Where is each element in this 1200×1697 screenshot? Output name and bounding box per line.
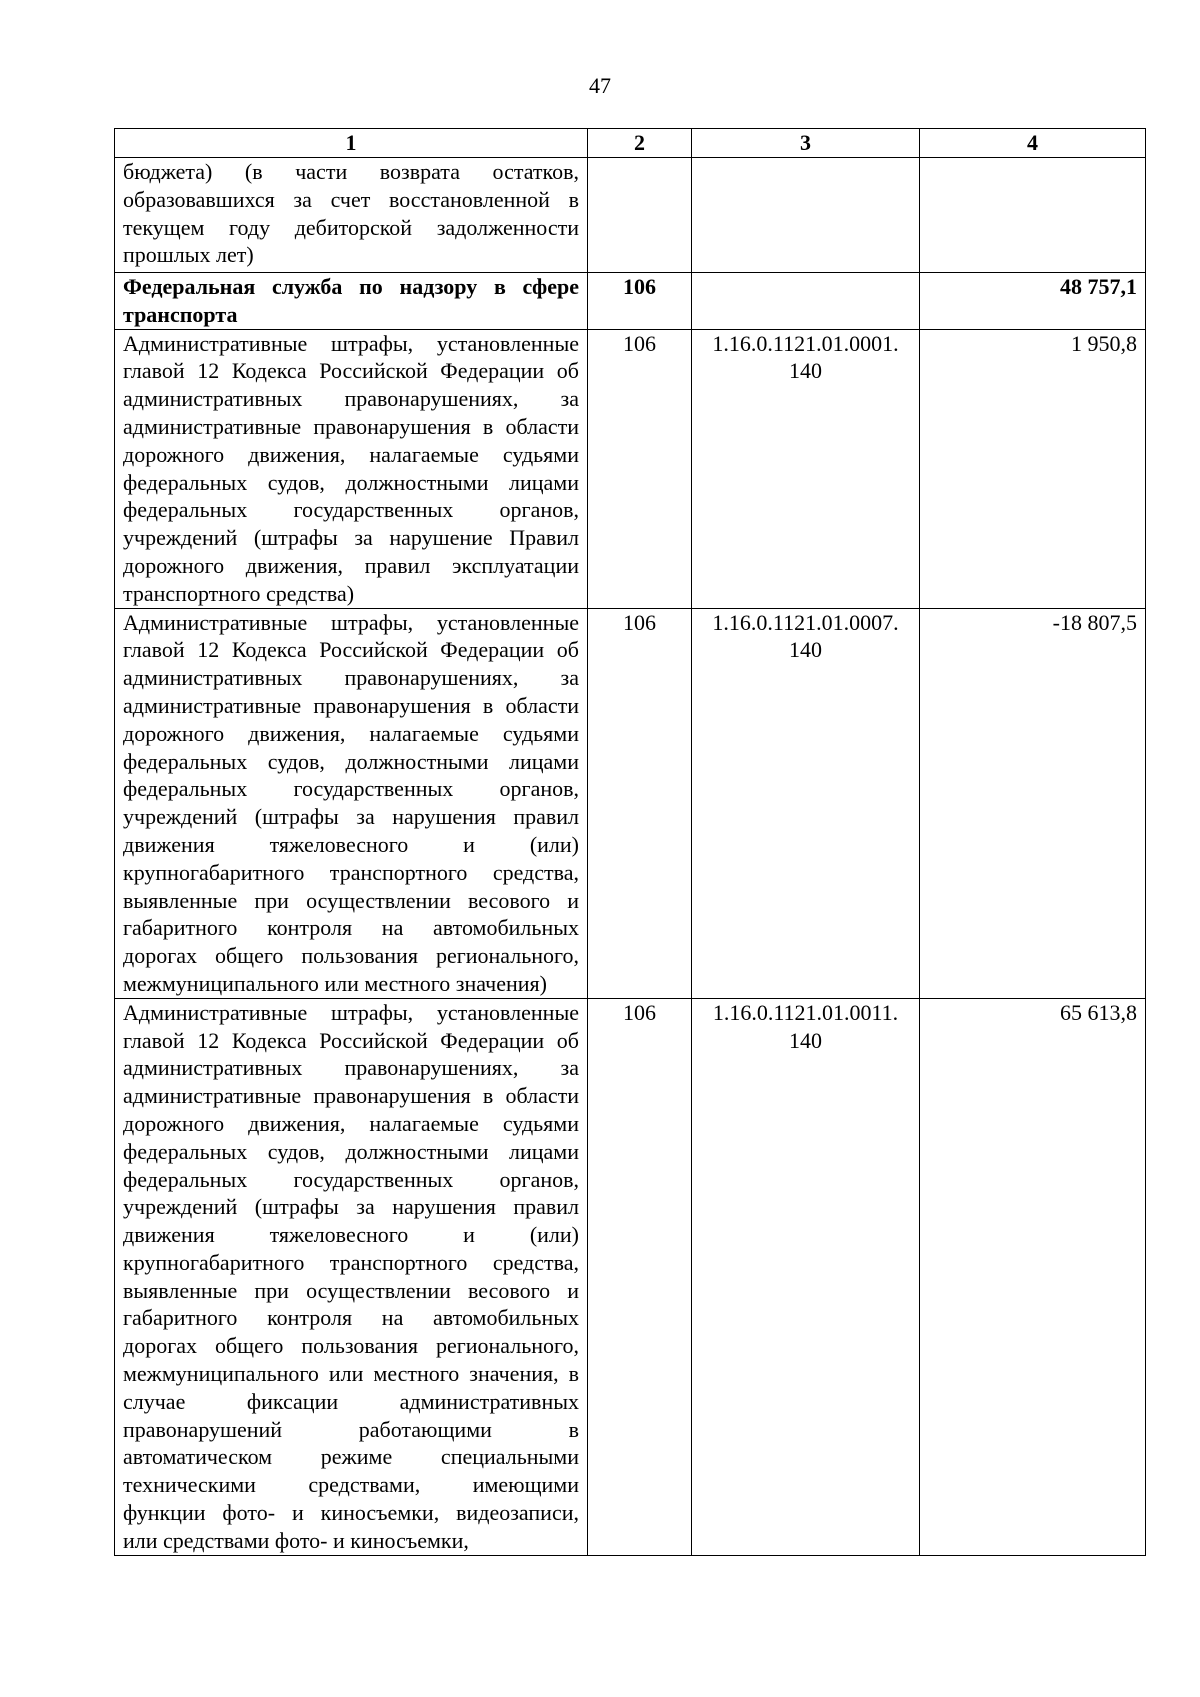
budget-code-line: 1.16.0.1121.01.0011. — [712, 999, 899, 1025]
description-line: административные правонарушения в области — [123, 413, 579, 439]
description-line: дорожного движения, налагаемые судьями — [123, 441, 579, 467]
description-line: федеральных государственных органов, — [123, 497, 579, 523]
description-line: административных правонарушениях, за — [123, 665, 579, 691]
table-row — [115, 158, 1146, 273]
description-line: главой 12 Кодекса Российской Федерации об — [123, 637, 579, 663]
description-line: габаритного контроля на автомобильных — [123, 915, 579, 941]
row-budget-code — [692, 158, 920, 273]
description-line: федеральных государственных органов, — [123, 776, 579, 802]
description-line: выявленные при осуществлении весового и — [123, 1277, 579, 1303]
description-line: главой 12 Кодекса Российской Федерации об — [123, 1027, 579, 1053]
row-admin-code: 106 — [588, 273, 692, 330]
row-admin-code: 106 — [588, 329, 692, 608]
description-line: габаритного контроля на автомобильных — [123, 1305, 579, 1331]
row-admin-code: 106 — [588, 998, 692, 1555]
row-amount: 48 757,1 — [920, 273, 1146, 330]
row-budget-code — [692, 608, 920, 998]
description-line: учреждений (штрафы за нарушения правил — [123, 804, 579, 830]
description-line: Административные штрафы, установленные — [123, 330, 579, 356]
description-line: текущем году дебиторской задолженности — [123, 214, 579, 240]
description-line: случае фиксации административных — [123, 1388, 579, 1414]
row-admin-code: 106 — [588, 608, 692, 998]
budget-code-line: 140 — [789, 1027, 822, 1053]
description-line: образовавшихся за счет восстановленной в — [123, 186, 579, 212]
description-line: транспортного средства) — [123, 580, 355, 606]
description-line: Административные штрафы, установленные — [123, 999, 579, 1025]
page-number: 47 — [589, 73, 611, 98]
row-admin-code — [588, 158, 692, 273]
budget-table — [114, 128, 1146, 1556]
row-amount — [920, 158, 1146, 273]
description-line: движения тяжеловесного и (или) — [123, 1222, 579, 1248]
row-budget-code — [692, 273, 920, 330]
description-line: федеральных судов, должностными лицами — [123, 1138, 579, 1164]
budget-code-line: 140 — [789, 358, 822, 384]
budget-code-line: 140 — [789, 637, 822, 663]
description-line: дорогах общего пользования регионального, — [123, 1333, 579, 1359]
table-header-row — [115, 129, 1146, 158]
row-budget-code — [692, 998, 920, 1555]
table-row — [115, 273, 1146, 330]
description-line: Федеральная служба по надзору в сфере — [123, 274, 579, 299]
row-amount: -18 807,5 — [920, 608, 1146, 998]
description-line: выявленные при осуществлении весового и — [123, 887, 579, 913]
table-row — [115, 608, 1146, 998]
row-description — [115, 273, 588, 330]
row-amount: 65 613,8 — [920, 998, 1146, 1555]
column-header-3: 3 — [692, 129, 920, 158]
description-line: учреждений (штрафы за нарушение Правил — [123, 525, 579, 551]
description-line: Административные штрафы, установленные — [123, 609, 579, 635]
row-description — [115, 998, 588, 1555]
row-description — [115, 158, 588, 273]
description-line: движения тяжеловесного и (или) — [123, 831, 579, 857]
description-line: учреждений (штрафы за нарушения правил — [123, 1194, 579, 1220]
description-line: дорожного движения, правил эксплуатации — [123, 552, 579, 578]
description-line: федеральных судов, должностными лицами — [123, 469, 579, 495]
description-line: административных правонарушениях, за — [123, 386, 579, 412]
description-line: автоматическом режиме специальными — [123, 1444, 579, 1470]
description-line: межмуниципального или местного значения, в — [123, 1361, 579, 1387]
description-line: техническими средствами, имеющими — [123, 1472, 579, 1498]
description-line: правонарушений работающими в — [123, 1416, 579, 1442]
description-line: дорогах общего пользования регионального, — [123, 943, 579, 969]
budget-code-line: 1.16.0.1121.01.0007. — [712, 609, 899, 635]
description-line: функции фото- и киносъемки, видеозаписи, — [123, 1500, 579, 1526]
column-header-1: 1 — [115, 129, 588, 158]
description-line: административные правонарушения в области — [123, 1083, 579, 1109]
description-line: административные правонарушения в области — [123, 692, 579, 718]
description-line: прошлых лет) — [123, 242, 254, 268]
row-amount: 1 950,8 — [920, 329, 1146, 608]
description-line: транспорта — [123, 301, 238, 327]
description-line: главой 12 Кодекса Российской Федерации об — [123, 358, 579, 384]
row-budget-code — [692, 329, 920, 608]
description-line: или средствами фото- и киносъемки, — [123, 1527, 469, 1553]
column-header-4: 4 — [920, 129, 1146, 158]
description-line: межмуниципального или местного значения) — [123, 970, 547, 996]
description-line: крупногабаритного транспортного средства, — [123, 1249, 579, 1275]
row-description — [115, 608, 588, 998]
table-row — [115, 329, 1146, 608]
table-row — [115, 998, 1146, 1555]
description-line: федеральных судов, должностными лицами — [123, 748, 579, 774]
budget-code-line: 1.16.0.1121.01.0001. — [712, 330, 899, 356]
table-body — [115, 158, 1146, 1556]
description-line: административных правонарушениях, за — [123, 1055, 579, 1081]
description-line: дорожного движения, налагаемые судьями — [123, 720, 579, 746]
description-line: федеральных государственных органов, — [123, 1166, 579, 1192]
column-header-2: 2 — [588, 129, 692, 158]
description-line: дорожного движения, налагаемые судьями — [123, 1110, 579, 1136]
row-description — [115, 329, 588, 608]
description-line: бюджета) (в части возврата остатков, — [123, 159, 579, 184]
description-line: крупногабаритного транспортного средства, — [123, 859, 579, 885]
